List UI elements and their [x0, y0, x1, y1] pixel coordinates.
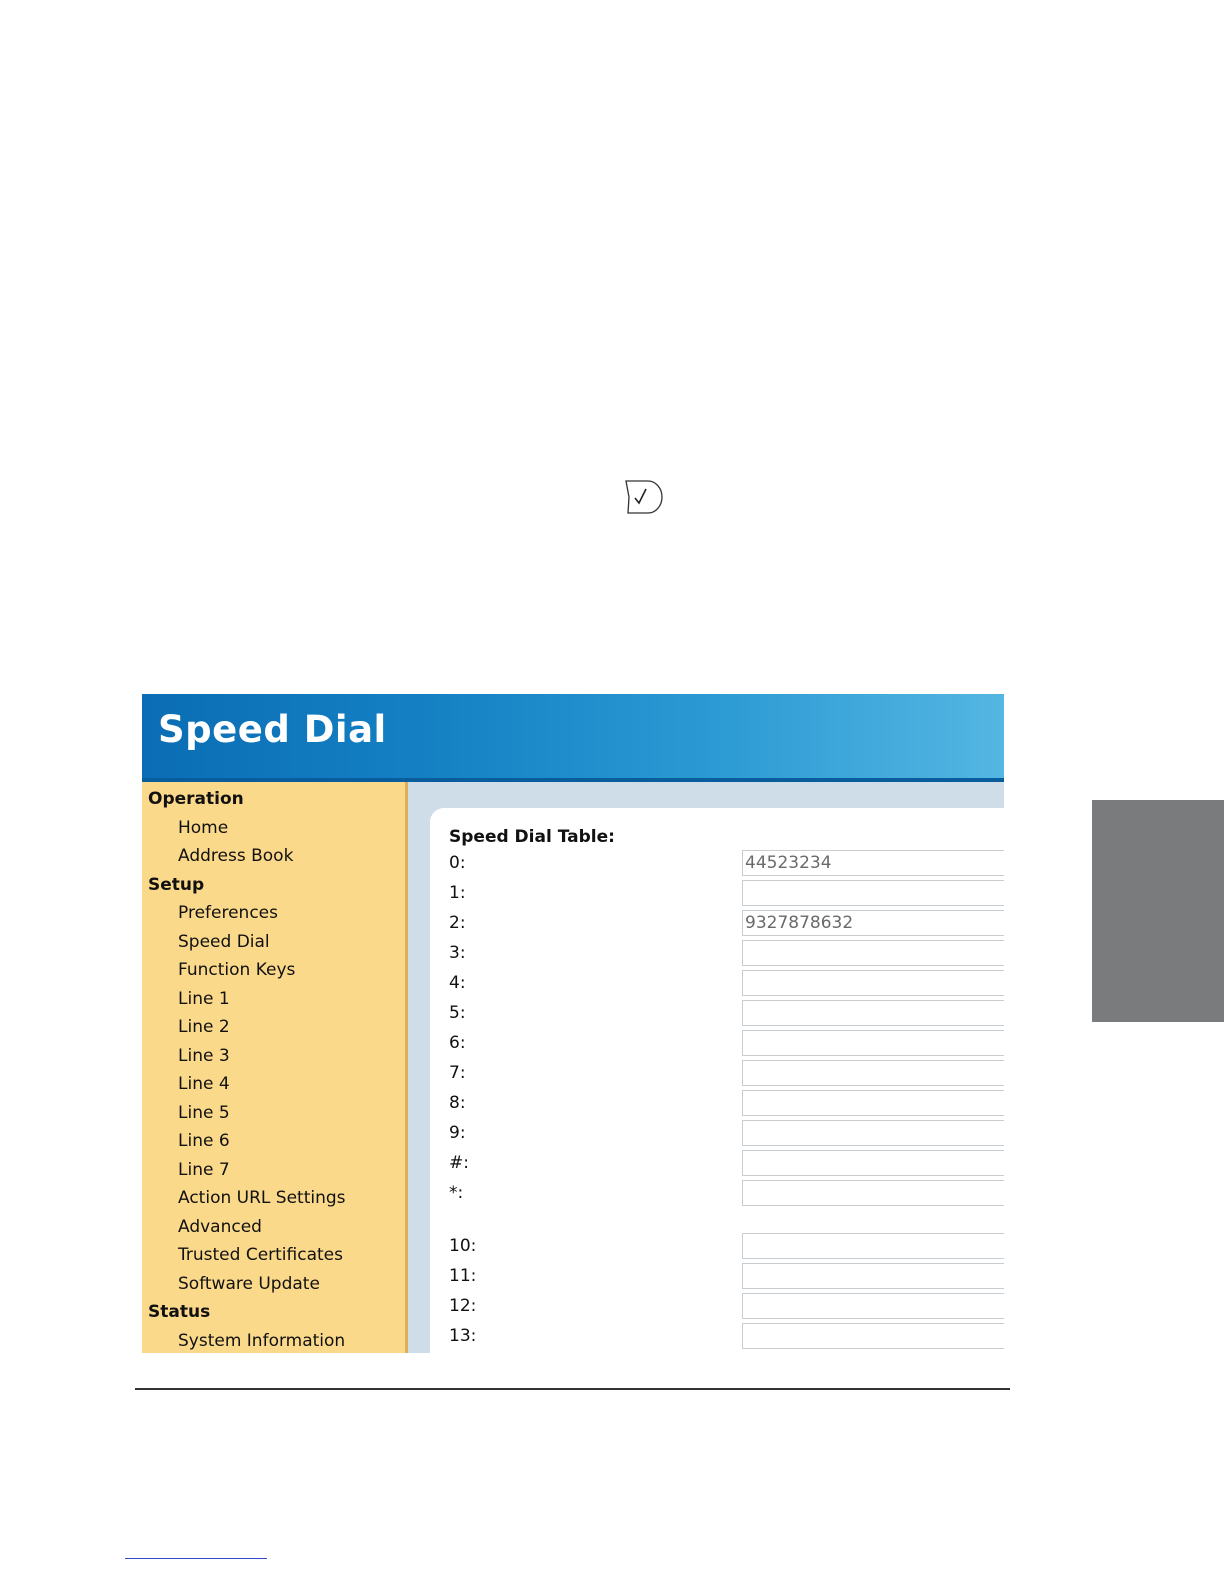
sidebar-nav: [142, 782, 408, 1353]
speed-dial-label: 4:: [449, 973, 466, 993]
speed-dial-label: 13:: [449, 1326, 477, 1346]
speed-dial-label: 2:: [449, 913, 466, 933]
sidebar-item-line-5[interactable]: Line 5: [178, 1102, 230, 1123]
sidebar-item-line-7[interactable]: Line 7: [178, 1159, 230, 1180]
speed-dial-input[interactable]: [742, 1030, 1004, 1056]
sidebar-item-line-4[interactable]: Line 4: [178, 1074, 230, 1094]
sidebar-item-function-keys[interactable]: Function Keys: [178, 960, 296, 980]
speed-dial-input[interactable]: [742, 1293, 1004, 1319]
sidebar-item-line-6[interactable]: Line 6: [178, 1131, 230, 1151]
sidebar-item-system-information[interactable]: System Information: [178, 1330, 346, 1351]
speed-dial-input[interactable]: [742, 1150, 1004, 1176]
speed-dial-screenshot: [142, 694, 1004, 1353]
table-title: Speed Dial Table:: [449, 827, 615, 847]
footer-link-underline: [125, 1558, 267, 1559]
checkmark-note-icon: [624, 478, 664, 518]
speed-dial-label: 11:: [449, 1266, 477, 1286]
speed-dial-input[interactable]: [742, 1323, 1004, 1349]
page-title: Speed Dial: [158, 708, 387, 751]
speed-dial-label: 12:: [449, 1296, 477, 1316]
speed-dial-label: 5:: [449, 1003, 466, 1023]
nav-heading-status: Status: [148, 1302, 211, 1322]
sidebar-item-line-3[interactable]: Line 3: [178, 1045, 230, 1066]
nav-heading-setup: Setup: [148, 874, 205, 895]
sidebar-item-address-book[interactable]: Address Book: [178, 846, 294, 866]
speed-dial-label: *:: [449, 1183, 464, 1203]
speed-dial-input[interactable]: [742, 1090, 1004, 1116]
sidebar-item-line-1[interactable]: Line 1: [178, 988, 230, 1009]
sidebar-item-software-update[interactable]: Software Update: [178, 1273, 320, 1294]
footer-rule: [135, 1388, 1010, 1390]
speed-dial-input[interactable]: [742, 1000, 1004, 1026]
speed-dial-input[interactable]: [742, 850, 1004, 876]
speed-dial-input[interactable]: [742, 910, 1004, 936]
sidebar-item-line-2[interactable]: Line 2: [178, 1017, 230, 1037]
speed-dial-label: 10:: [449, 1236, 477, 1256]
sidebar-item-action-url-settings[interactable]: Action URL Settings: [178, 1188, 346, 1208]
speed-dial-input[interactable]: [742, 1120, 1004, 1146]
speed-dial-input[interactable]: [742, 1263, 1004, 1289]
page-banner: [142, 694, 1004, 782]
speed-dial-label: 3:: [449, 943, 466, 963]
sidebar-item-preferences[interactable]: Preferences: [178, 903, 278, 923]
speed-dial-label: 7:: [449, 1063, 466, 1083]
nav-heading-operation: Operation: [148, 789, 244, 809]
speed-dial-label: 8:: [449, 1093, 466, 1113]
section-tab: [1092, 800, 1224, 1022]
sidebar-item-advanced[interactable]: Advanced: [178, 1216, 262, 1237]
speed-dial-label: 0:: [449, 853, 466, 873]
speed-dial-input[interactable]: [742, 1180, 1004, 1206]
speed-dial-label: 1:: [449, 883, 466, 903]
speed-dial-label: 6:: [449, 1033, 466, 1053]
sidebar-item-speed-dial[interactable]: Speed Dial: [178, 931, 270, 952]
speed-dial-input[interactable]: [742, 940, 1004, 966]
sidebar-item-trusted-certificates[interactable]: Trusted Certificates: [178, 1245, 343, 1265]
speed-dial-label: #:: [449, 1153, 469, 1173]
speed-dial-input[interactable]: [742, 970, 1004, 996]
sidebar-item-home[interactable]: Home: [178, 817, 229, 838]
speed-dial-label: 9:: [449, 1123, 466, 1143]
speed-dial-input[interactable]: [742, 1060, 1004, 1086]
speed-dial-input[interactable]: [742, 1233, 1004, 1259]
speed-dial-input[interactable]: [742, 880, 1004, 906]
